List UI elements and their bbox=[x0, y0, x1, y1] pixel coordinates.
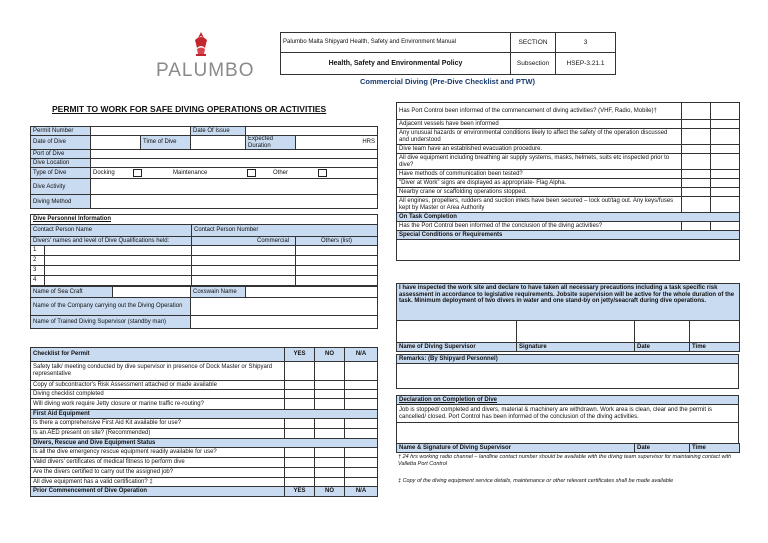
yes-header: YES bbox=[285, 487, 315, 497]
diver-others-input[interactable] bbox=[296, 246, 378, 256]
no-cell[interactable] bbox=[315, 458, 345, 468]
checklist-row bbox=[31, 390, 378, 399]
contact-number-label: Contact Person Number bbox=[192, 225, 378, 237]
check-no-cell[interactable] bbox=[711, 145, 740, 154]
diver-row-number: 1 bbox=[31, 246, 45, 256]
completion-table bbox=[396, 395, 739, 423]
permit-info-table bbox=[30, 126, 378, 209]
diver-commercial-input[interactable] bbox=[192, 246, 296, 256]
company-input[interactable] bbox=[191, 298, 378, 316]
check-yes-cell[interactable] bbox=[682, 145, 711, 154]
checklist-item: Safety talk/ meeting conducted by dive supervisor in presence of Dock Master or Shipyard representative bbox=[31, 362, 285, 381]
checklist-item: Copy of subcontractor's Risk Assessment attached or made available bbox=[31, 381, 285, 390]
na-cell[interactable] bbox=[345, 448, 378, 458]
dive-activity-label: Dive Activity bbox=[31, 179, 91, 195]
check-no-cell[interactable] bbox=[711, 179, 740, 188]
coxswain-label: Coxswain Name bbox=[191, 287, 246, 298]
check-item: All dive equipment including breathing air supply systems, masks, helmets, suits etc inspected prior to dive? bbox=[397, 154, 682, 170]
checklist-row bbox=[31, 429, 378, 439]
check-item: All engines, propellers, rudders and suction inlets have been secured – lock out/tag out. Any keys/fuses kept by Master or Area Authority bbox=[397, 197, 682, 213]
diver-row bbox=[31, 256, 378, 266]
subsection-label: Subsection bbox=[511, 53, 556, 75]
checklist-row bbox=[31, 468, 378, 478]
no-cell[interactable] bbox=[315, 468, 345, 478]
permit-number-input[interactable] bbox=[91, 127, 191, 136]
pre-dive-checks-section bbox=[396, 102, 739, 261]
check-row bbox=[397, 145, 740, 154]
footnote-certificates: ‡ Copy of the diving equipment service details, maintenance or other relevant certificates shall be made available bbox=[398, 477, 674, 484]
completion-title: Declaration on Completion of Dive bbox=[397, 396, 739, 405]
na-cell[interactable] bbox=[345, 458, 378, 468]
sea-craft-label: Name of Sea Craft bbox=[31, 287, 113, 298]
check-yes-cell[interactable] bbox=[682, 197, 711, 213]
other-label: Other bbox=[273, 170, 289, 177]
maintenance-label: Maintenance bbox=[173, 170, 208, 177]
na-cell[interactable] bbox=[345, 399, 378, 410]
check-no-cell[interactable] bbox=[711, 120, 740, 129]
header-table bbox=[280, 32, 616, 75]
yes-cell[interactable] bbox=[285, 468, 315, 478]
checklist-row bbox=[31, 419, 378, 429]
checklist-item: Is an AED present on site? (Recommended) bbox=[31, 429, 285, 439]
check-row bbox=[397, 197, 740, 213]
diver-name-input[interactable] bbox=[45, 266, 192, 276]
permit-title: PERMIT TO WORK FOR SAFE DIVING OPERATIONS OR ACTIVITIES bbox=[52, 104, 327, 114]
check-row bbox=[397, 222, 740, 231]
others-label: Others (list) bbox=[296, 237, 378, 246]
docking-label: Docking bbox=[93, 170, 115, 177]
dive-location-label: Dive Location bbox=[31, 159, 91, 168]
completion-section bbox=[396, 395, 739, 485]
manual-title: Palumbo Malta Shipyard Health, Safety and Environment Manual bbox=[281, 33, 511, 53]
docking-checkbox[interactable] bbox=[133, 169, 142, 177]
completion-signature-table bbox=[396, 443, 740, 453]
check-no-cell[interactable] bbox=[711, 129, 740, 145]
supervisor-name-label: Name of Diving Supervisor bbox=[397, 343, 517, 352]
diver-name-input[interactable] bbox=[45, 276, 192, 286]
document-subtitle: Commercial Diving (Pre-Dive Checklist and PTW) bbox=[359, 77, 536, 86]
yes-cell[interactable] bbox=[285, 448, 315, 458]
completion-time-label: Time bbox=[690, 444, 740, 453]
diver-commercial-input[interactable] bbox=[192, 276, 296, 286]
date-of-issue-label: Date Of Issue bbox=[191, 127, 246, 136]
company-label: Name of the Company carrying out the Diving Operation bbox=[31, 298, 191, 316]
checklist-item: Will diving work require Jetty closure or marine traffic re-routing? bbox=[31, 399, 285, 410]
subsection-value: HSEP-3.21.1 bbox=[556, 53, 616, 75]
diver-row bbox=[31, 276, 378, 286]
checklist-row bbox=[31, 399, 378, 410]
dive-location-input[interactable] bbox=[91, 159, 378, 168]
check-no-cell[interactable] bbox=[711, 154, 740, 170]
diver-name-input[interactable] bbox=[45, 246, 192, 256]
diver-commercial-input[interactable] bbox=[192, 266, 296, 276]
na-header: N/A bbox=[345, 487, 378, 497]
no-header: NO bbox=[315, 487, 345, 497]
check-item: Have methods of communication been tested? bbox=[397, 170, 682, 179]
special-conditions-input[interactable] bbox=[397, 240, 740, 261]
no-cell[interactable] bbox=[315, 429, 345, 439]
checklist-row bbox=[31, 478, 378, 487]
coxswain-input[interactable] bbox=[246, 287, 378, 298]
checklist-row bbox=[31, 381, 378, 390]
completion-text: Job is stopped/ completed and divers, material & machinery are withdrawn. Work area is clean, clear and the permit is cancelled/ closed. Port Control has been informed of the conclusion of the diving activities. bbox=[397, 405, 739, 423]
check-row bbox=[397, 154, 740, 170]
dive-activity-input[interactable] bbox=[91, 179, 378, 195]
check-no-cell[interactable] bbox=[711, 103, 740, 120]
date-label: Date bbox=[635, 343, 690, 352]
dive-personnel-section bbox=[30, 214, 377, 329]
yes-header: YES bbox=[285, 348, 315, 362]
na-header: N/A bbox=[345, 348, 378, 362]
check-yes-cell[interactable] bbox=[682, 222, 711, 231]
check-no-cell[interactable] bbox=[711, 188, 740, 197]
yes-cell[interactable] bbox=[285, 429, 315, 439]
checklist-item: Valid divers' certificates of medical fitness to perform dive bbox=[31, 458, 285, 468]
check-no-cell[interactable] bbox=[711, 197, 740, 213]
diver-row bbox=[31, 266, 378, 276]
check-yes-cell[interactable] bbox=[682, 154, 711, 170]
check-item: Adjacent vessels have been informed bbox=[397, 120, 682, 129]
date-of-dive-input[interactable] bbox=[91, 136, 141, 150]
commercial-label: Commercial bbox=[192, 237, 296, 246]
time-of-dive-label: Time of Dive bbox=[141, 136, 191, 150]
yes-cell[interactable] bbox=[285, 381, 315, 390]
completion-date-label: Date bbox=[635, 444, 690, 453]
time-label: Time bbox=[690, 343, 740, 352]
policy-title: Health, Safety and Environmental Policy bbox=[281, 53, 511, 75]
diver-row bbox=[31, 246, 378, 256]
time-input[interactable] bbox=[690, 321, 739, 342]
na-cell[interactable] bbox=[345, 478, 378, 487]
checklist-section bbox=[30, 347, 377, 497]
personnel-title: Dive Personnel Information bbox=[31, 215, 378, 225]
diver-row-number: 2 bbox=[31, 256, 45, 266]
check-row bbox=[397, 170, 740, 179]
diver-row-number: 3 bbox=[31, 266, 45, 276]
check-item: Has Port Control been informed of the commencement of diving activities? (VHF, Radio, Mobile)† bbox=[397, 103, 682, 120]
check-row bbox=[397, 129, 740, 145]
checklist-table bbox=[30, 347, 378, 497]
check-item: Has the Port Control been informed of the conclusion of the diving activities? bbox=[397, 222, 682, 231]
declaration-text: I have inspected the work site and declare to have taken all necessary precautions including a task specific risk assessment in accordance to legislative requirements. Jobsite supervision will be active for the whole duration of the task. Minimum deployment of two divers in water and one stand-by on jetty/seacraft during dive operations. bbox=[397, 284, 740, 321]
rescue-title: Divers, Rescue and Dive Equipment Status bbox=[31, 439, 378, 448]
no-cell[interactable] bbox=[315, 419, 345, 429]
type-of-dive-label: Type of Dive bbox=[31, 168, 91, 179]
yes-cell[interactable] bbox=[285, 458, 315, 468]
check-yes-cell[interactable] bbox=[682, 129, 711, 145]
na-cell[interactable] bbox=[345, 468, 378, 478]
na-cell[interactable] bbox=[345, 362, 378, 381]
check-row bbox=[397, 188, 740, 197]
yes-cell[interactable] bbox=[285, 362, 315, 381]
checklist-title: Checklist for Permit bbox=[31, 348, 285, 362]
check-item: Nearby crane or scaffolding operations stopped. bbox=[397, 188, 682, 197]
check-item: Any unusual hazards or environmental conditions likely to affect the safety of the operation discussed and understood bbox=[397, 129, 682, 145]
check-no-cell[interactable] bbox=[711, 222, 740, 231]
check-row bbox=[397, 103, 740, 120]
special-conditions-title: Special Conditions or Requirements bbox=[397, 231, 740, 240]
check-item: Dive team have an established evacuation procedure. bbox=[397, 145, 682, 154]
diver-commercial-input[interactable] bbox=[192, 256, 296, 266]
divers-label: Divers' names and level of Dive Qualifications held: bbox=[31, 237, 192, 246]
date-of-issue-input[interactable] bbox=[246, 127, 378, 136]
on-task-title: On Task Completion bbox=[397, 213, 740, 222]
declaration-section bbox=[396, 283, 739, 352]
no-cell[interactable] bbox=[315, 390, 345, 399]
checklist-item: Is there a comprehensive First Aid Kit available for use? bbox=[31, 419, 285, 429]
check-yes-cell[interactable] bbox=[682, 170, 711, 179]
supervisor-label: Name of Trained Diving Supervisor (standby man) bbox=[31, 316, 191, 329]
check-row bbox=[397, 179, 740, 188]
no-cell[interactable] bbox=[315, 478, 345, 487]
diver-name-input[interactable] bbox=[45, 256, 192, 266]
na-cell[interactable] bbox=[345, 429, 378, 439]
prior-title: Prior Commencement of Dive Operation bbox=[31, 487, 285, 497]
check-yes-cell[interactable] bbox=[682, 188, 711, 197]
logo-emblem-icon bbox=[190, 30, 212, 58]
checklist-row bbox=[31, 458, 378, 468]
yes-cell[interactable] bbox=[285, 478, 315, 487]
declaration-table bbox=[396, 283, 740, 352]
hrs-label: HRS bbox=[296, 136, 378, 150]
logo-text: PALUMBO bbox=[156, 60, 255, 81]
other-checkbox[interactable] bbox=[318, 169, 327, 177]
port-of-dive-label: Port of Dive bbox=[31, 150, 91, 159]
sea-craft-input[interactable] bbox=[113, 287, 191, 298]
first-aid-title: First Aid Equipment bbox=[31, 410, 378, 419]
craft-table bbox=[30, 286, 378, 329]
check-yes-cell[interactable] bbox=[682, 103, 711, 120]
check-item: "Diver at Work" signs are displayed as appropriate- Flag Alpha. bbox=[397, 179, 682, 188]
remarks-table bbox=[396, 354, 739, 389]
na-cell[interactable] bbox=[345, 390, 378, 399]
checklist-item: All dive equipment has a valid certification? ‡ bbox=[31, 478, 285, 487]
company-logo bbox=[150, 30, 260, 84]
date-of-dive-label: Date of Dive bbox=[31, 136, 91, 150]
yes-cell[interactable] bbox=[285, 399, 315, 410]
type-of-dive-options bbox=[91, 168, 378, 179]
check-no-cell[interactable] bbox=[711, 170, 740, 179]
check-yes-cell[interactable] bbox=[682, 179, 711, 188]
supervisor-input[interactable] bbox=[191, 316, 378, 329]
section-label: SECTION bbox=[511, 33, 556, 53]
no-header: NO bbox=[315, 348, 345, 362]
checklist-row bbox=[31, 448, 378, 458]
port-of-dive-input[interactable] bbox=[91, 150, 378, 159]
supervisor-signature-label: Name & Signature of Diving Supervisor bbox=[397, 444, 635, 453]
checklist-item: Is all the dive emergency rescue equipment readily available for use? bbox=[31, 448, 285, 458]
signature-label: Signature bbox=[517, 343, 635, 352]
check-row bbox=[397, 120, 740, 129]
diver-others-input[interactable] bbox=[296, 256, 378, 266]
footnote-radio: † 24 hrs working radio channel – landline contact number should be available with the diving team supervisor for maintaining contact with Valletta Port Control bbox=[398, 454, 732, 467]
date-input[interactable] bbox=[635, 321, 690, 342]
remarks-input[interactable] bbox=[397, 364, 739, 389]
remarks-section bbox=[396, 354, 739, 389]
time-of-dive-input[interactable] bbox=[191, 136, 246, 150]
checklist-item: Diving checklist completed bbox=[31, 390, 285, 399]
yes-cell[interactable] bbox=[285, 390, 315, 399]
yes-cell[interactable] bbox=[285, 419, 315, 429]
checklist-row bbox=[31, 362, 378, 381]
diving-method-label: Diving Method bbox=[31, 195, 91, 209]
no-cell[interactable] bbox=[315, 399, 345, 410]
permit-info-section bbox=[30, 126, 377, 209]
na-cell[interactable] bbox=[345, 419, 378, 429]
remarks-label: Remarks: (By Shipyard Personnel) bbox=[397, 355, 739, 364]
permit-number-label: Permit Number bbox=[31, 127, 91, 136]
no-cell[interactable] bbox=[315, 448, 345, 458]
signature-input[interactable] bbox=[517, 321, 635, 342]
diver-others-input[interactable] bbox=[296, 276, 378, 286]
na-cell[interactable] bbox=[345, 381, 378, 390]
section-value: 3 bbox=[556, 33, 616, 53]
checklist-item: Are the divers certified to carry out the assigned job? bbox=[31, 468, 285, 478]
maintenance-checkbox[interactable] bbox=[247, 169, 256, 177]
check-yes-cell[interactable] bbox=[682, 120, 711, 129]
supervisor-name-input[interactable] bbox=[397, 321, 517, 342]
contact-name-label: Contact Person Name bbox=[31, 225, 192, 237]
completion-signature-space[interactable] bbox=[396, 423, 739, 443]
diver-row-number: 4 bbox=[31, 276, 45, 286]
dive-personnel-table bbox=[30, 214, 378, 286]
diving-method-input[interactable] bbox=[91, 195, 378, 209]
expected-duration-label: Expected Duration bbox=[246, 136, 296, 150]
no-cell[interactable] bbox=[315, 381, 345, 390]
no-cell[interactable] bbox=[315, 362, 345, 381]
pre-dive-checks-table bbox=[396, 102, 740, 261]
diver-others-input[interactable] bbox=[296, 266, 378, 276]
